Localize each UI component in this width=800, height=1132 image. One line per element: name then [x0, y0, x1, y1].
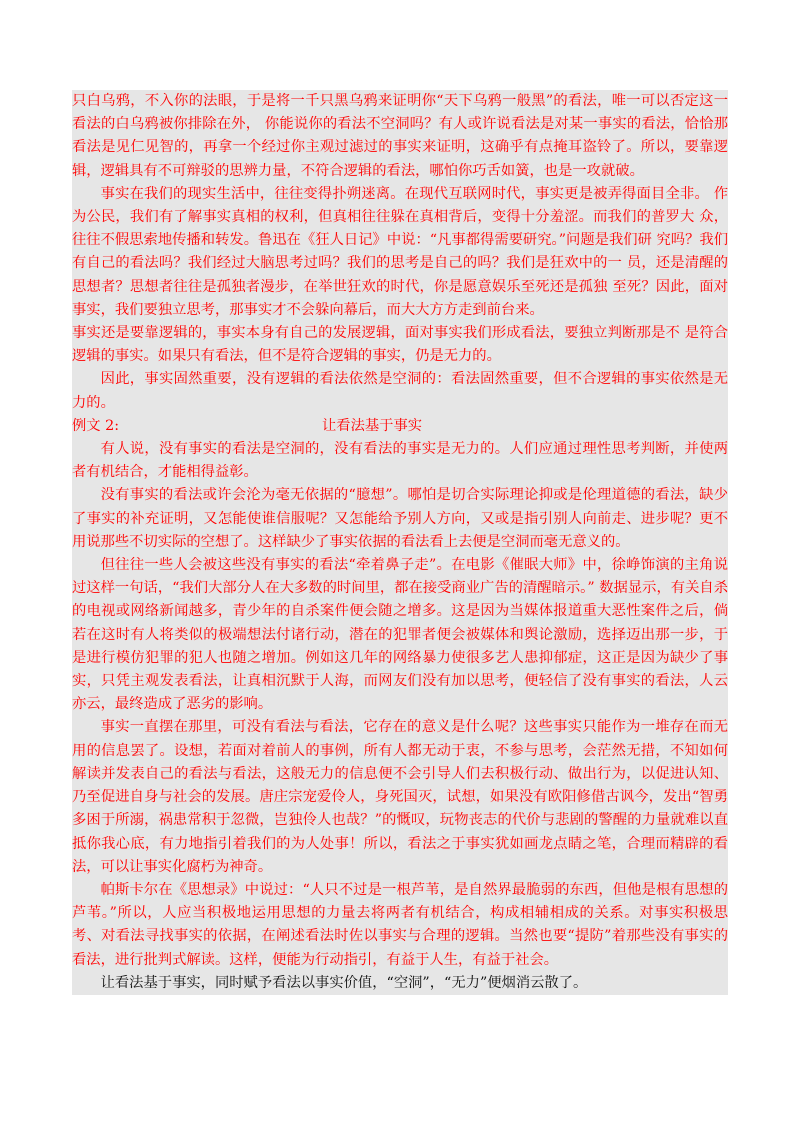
paragraph-logic: 事实还是要靠逻辑的，事实本身有自己的发展逻辑，面对事实我们形成看法，要独立判断那是不 是符合逻辑的事实。如果只有看法，但不是符合逻辑的事实，仍是无力的。: [72, 322, 728, 368]
example-title: 让看法基于事实: [322, 417, 423, 434]
paragraph-no-fact-view: 没有事实的看法或许会沦为毫无依据的“臆想”。哪怕是切合实际理论抑或是伦理道德的看法，缺少了事实的补充证明，又怎能使谁信服呢？又怎能给予别人方向，又或是指引别人向前走、进步呢？更不用说那些不切实际的空想了。这样缺少了事实依据的看法看上去便是空洞而毫无意义的。: [72, 484, 728, 554]
paragraph-conclusion: 因此，事实固然重要，没有逻辑的看法依然是空洞的：看法固然重要，但不合逻辑的事实依然是无力的。: [72, 368, 728, 414]
paragraph-pascal: 帕斯卡尔在《思想录》中说过：“人只不过是一根芦苇，是自然界最脆弱的东西，但他是根有思想的芦苇。”所以，人应当积极地运用思想的力量去将两者有机结合，构成相辅相成的关系。对事实积极思考、对看法寻找事实的依据，在阐述看法时佐以事实与合理的逻辑。当然也要“提防”着那些没有事实的看法，进行批判式解读。这样，便能为行动指引，有益于人生，有益于社会。: [72, 879, 728, 972]
example-heading: [72, 415, 728, 438]
paragraph-final: 让看法基于事实，同时赋予看法以事实价值，“空洞”，“无力”便烟消云散了。: [72, 972, 728, 995]
paragraph-white-crow: 只白乌鸦，不入你的法眼，于是将一千只黑乌鸦来证明你“天下乌鸦一般黑”的看法，唯一可以否定这一看法的白乌鸦被你排除在外， 你能说你的看法不空洞吗？有人或许说看法是对某一事实的看法，恰恰那看法是见仁见智的，再拿一个经过你主观过滤过的事实来证明，这确乎有点掩耳盗铃了。所以，要靠逻辑，逻辑具有不可辩驳的思辨力量，不符合逻辑的看法，哪怕你巧舌如簧，也是一攻就破。: [72, 90, 728, 183]
paragraph-reality-internet: 事实在我们的现实生活中，往往变得扑朔迷离。在现代互联网时代，事实更是被弄得面目全非。 作为公民，我们有了解事实真相的权利，但真相往往躲在真相背后，变得十分羞涩。而我们的普罗大 众，往往不假思索地传播和转发。鲁迅在《狂人日记》中说：“凡事都得需要研究。”问题是我们研 究吗？我们有自己的看法吗？我们经过大脑思考过吗？我们的思考是自己的吗？我们是狂欢中的一 员，还是清醒的思想者？思想者往往是孤独者漫步，在举世狂欢的时代，你是愿意娱乐至死还是孤独 至死？因此，面对事实，我们要独立思考，那事实才不会躲向幕后，而大大方方走到前台来。: [72, 183, 728, 322]
paragraph-fact-without-view: 事实一直摆在那里，可没有看法与看法，它存在的意义是什么呢？这些事实只能作为一堆存在而无用的信息罢了。设想，若面对着前人的事例，所有人都无动于衷，不参与思考，会茫然无措，不知如何解读并发表自己的看法与看法，这般无力的信息便不会引导人们去积极行动、做出行为，以促进认知、乃至促进自身与社会的发展。唐庄宗宠爱伶人，身死国灭，试想，如果没有欧阳修借古讽今，发出“智勇多困于所溺，祸患常积于忽微，岂独伶人也哉？”的慨叹，玩物丧志的代价与悲剧的警醒的力量就难以直抵你我心底，有力地指引着我们的为人处事！所以，看法之于事实犹如画龙点睛之笔，合理而精辟的看法，可以让事实化腐朽为神奇。: [72, 716, 728, 878]
document-page: [72, 90, 728, 995]
example-label: 例文 2:: [72, 417, 120, 434]
paragraph-intro: 有人说，没有事实的看法是空洞的，没有看法的事实是无力的。人们应通过理性思考判断，并使两者有机结合，才能相得益彰。: [72, 438, 728, 484]
paragraph-hypnotist: 但往往一些人会被这些没有事实的看法“牵着鼻子走”。在电影《催眠大师》中，徐峥饰演的主角说过这样一句话，“我们大部分人在大多数的时间里，都在接受商业广告的清醒暗示。” 数据显示，有关自杀的电视或网络新闻越多，青少年的自杀案件便会随之增多。这是因为当媒体报道重大恶性案件之后，倘若在这时有人将类似的极端想法付诸行动，潜在的犯罪者便会被媒体和舆论激励，选择迈出那一步，于是进行模仿犯罪的犯人也随之增加。例如这几年的网络暴力使很多艺人患抑郁症，这正是因为缺少了事实，只凭主观发表看法，让真相沉默于人海，而网友们没有加以思考，便轻信了没有事实的看法，人云亦云，最终造成了恶劣的影响。: [72, 554, 728, 716]
